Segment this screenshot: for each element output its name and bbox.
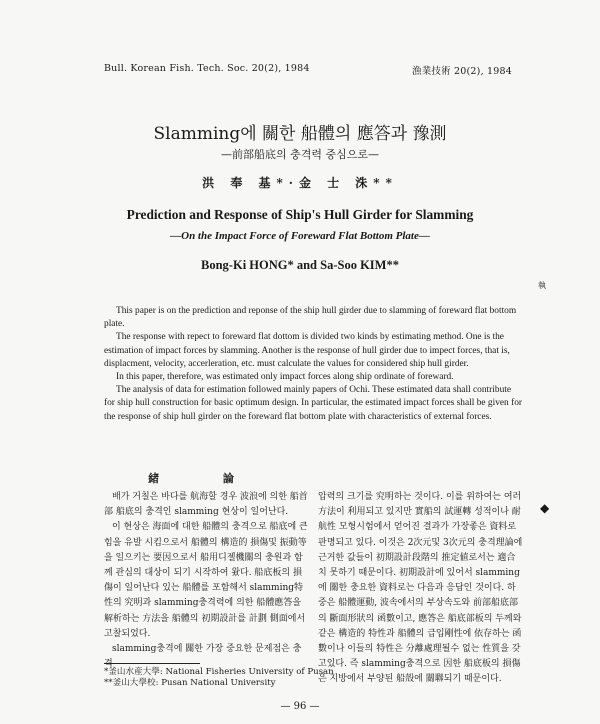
korean-subtitle: —前部船底의 충격력 중심으로— [220,148,379,161]
abstract [104,305,522,424]
body-paragraph: 배가 거칠은 바다를 航海할 경우 波浪에 의한 船首部 船底의 충격인 slamming 현상이 일어난다. [104,492,308,518]
body-paragraph: 이 현상은 海面에 대한 船體의 충격으로 船底에 큰 힘을 유발 시킴으로서 船體의 構造的 損傷및 振動等을 일으키는 要因으로서 船用디젤機關의 충원과 함께 관심의 대상이 되기 시작하여 왔다. 船底板의 損傷이 일어난다 있는 船體를 포함해서 slamming特性의 究明과 slamming충격력에 의한 船體應答을 解析하는 方法을 船體의 初期設計를 計劃 側面에서 고찰되었다. [104,522,308,639]
margin-bullet-mark: ◆ [540,501,550,515]
english-subtitle: —On the Impact Force of Foreward Flat Bottom Plate— [170,230,430,242]
body-column-right [318,490,524,688]
abstract-paragraph: The response with repect to foreward flat dottom is divided two kinds by estimating method. One is the estimation of impact forces by slamming. Another is the response of hull girder due to impect forces, that is, displacment, velocity, accerleration, etc. must calculate the values for considered ship hull girder. [104,332,510,369]
footnotes [104,667,334,689]
footnote: *釜山水産大學: National Fisheries University of Pusan [104,667,334,677]
body-paragraph: 압력의 크기를 究明하는 것이다. 이를 위하여는 여러方法이 利用되고 있지만 實船의 試運轉 성적이나 耐航性 모형시험에서 얻어진 결과가 가장좋은 資料로 판명되고 있다. 이것은 2次元및 3次元의 충격理論에 근거한 값들이 初期設計段階의 推定値로서는 適合치 못하기 때문이다. 初期設計에 있어서 slamming에 關한 충요한 資料로는 다음과 응답인 것이다. 하중은 船體運動, 波속에서의 부상속도와 前部船底部의 斷面形狀의 函數이고, 應答은 船底部板의 두께와 같은 構造的 特性과 船體의 급입剛性에 依存하는 函數이나 이들의 特性은 分離處理될수 없는 性質을 갖고있다. 즉 slamming충격으로 因한 船底板의 損傷은 지방에서 부양된 船殼에 關聯되기 때문이다. [318,492,523,685]
abstract-paragraph: This paper is on the prediction and reponse of the ship hull girder due to slamming of foreward flat bottom plate. [104,306,517,330]
abstract-paragraph: The analysis of data for estimation followed mainly papers of Ochi. These estimated data shall contribute for ship hull construction for basic optimum design. In particular, the estimated impact forces shall be given for the response of ship hull girder on the foreward flat bottom plate with characteristics of external forces. [104,385,523,422]
margin-mark: 執 [538,281,546,290]
body-column-left [104,490,308,672]
journal-header-right: 漁業技術 20(2), 1984 [412,66,512,77]
footnote-rule [104,663,200,664]
korean-title: Slamming에 關한 船體의 應答과 豫測 [153,124,447,144]
abstract-paragraph: In this paper, therefore, was estimated only impact forces along ship ordinate of foreward. [116,372,454,383]
footnote: **釜山大學校: Pusan National University [104,678,276,688]
korean-authors: 洪 奉 基*·金 士 洙** [202,176,398,190]
journal-header-left: Bull. Korean Fish. Tech. Soc. 20(2), 1984 [104,63,310,74]
english-title: Prediction and Response of Ship's Hull Girder for Slamming [126,207,474,222]
page-number: — 96 — [280,701,320,712]
body-paragraph: slamming충격에 關한 가장 중요한 문제점은 충격 [104,644,302,670]
introduction-heading: 緒 論 [148,472,264,485]
english-authors: Bong-Ki HONG* and Sa-Soo KIM** [201,258,399,272]
